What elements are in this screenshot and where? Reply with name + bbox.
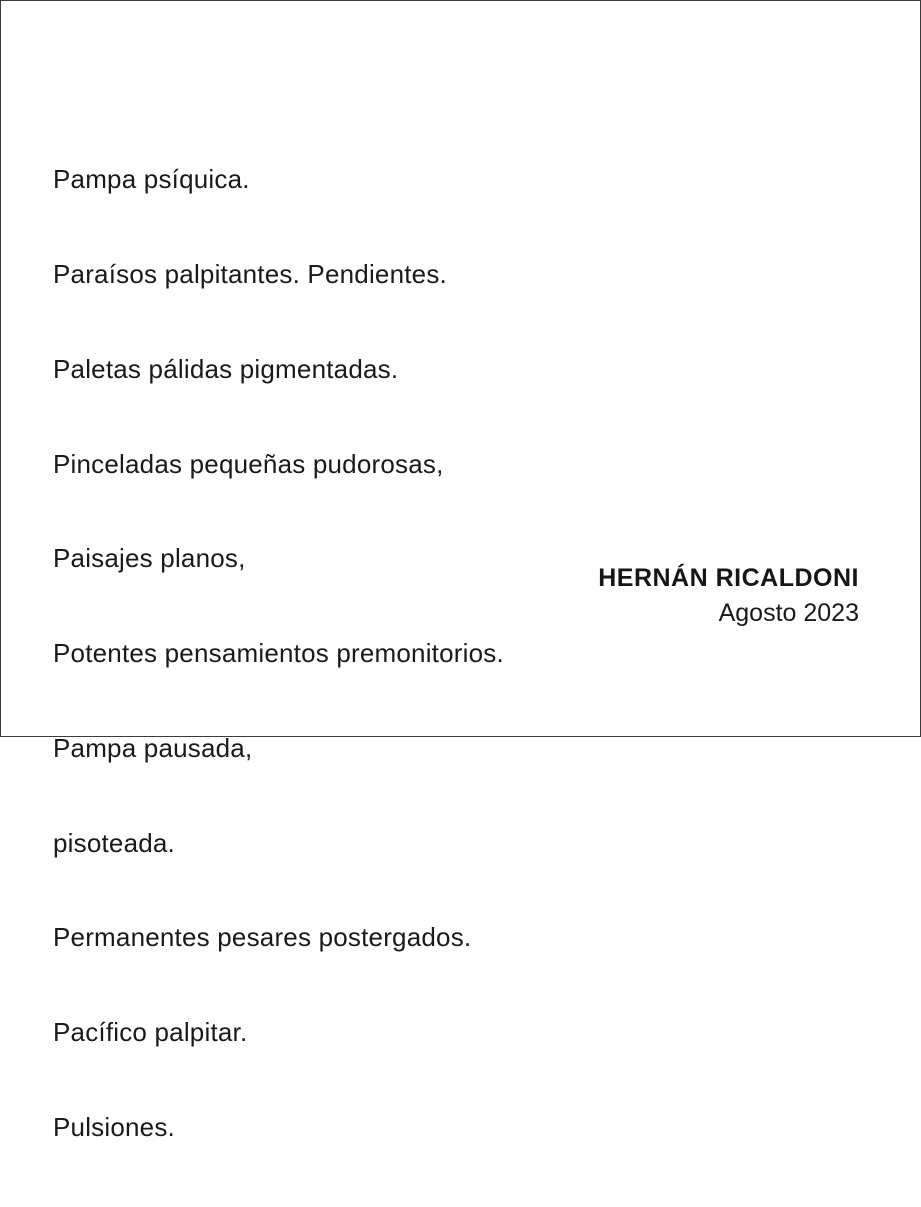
poem-line: Pampa psíquica. — [53, 164, 250, 195]
poem-line: Pulsiones. — [53, 1112, 175, 1142]
credits-block — [598, 563, 859, 629]
author-name: HERNÁN RICALDONI — [598, 564, 859, 592]
poem-line: Permanentes pesares postergados. — [53, 922, 472, 953]
poem-line: Pinceladas pequeñas pudorosas, — [53, 448, 444, 479]
credit-date: Agosto 2023 — [718, 599, 859, 627]
poem-line: Paletas pálidas pigmentadas. — [53, 353, 399, 384]
poem-line: Paraísos palpitantes. Pendientes. — [53, 258, 447, 289]
poem-line: Paisajes planos, — [53, 543, 246, 574]
poem-line: Pacífico palpitar. — [53, 1017, 248, 1048]
poem-text-block — [53, 101, 504, 1207]
poem-line: Potentes pensamientos premonitorios. — [53, 638, 504, 669]
poem-line: Pampa pausada, — [53, 732, 253, 763]
poem-line: pisoteada. — [53, 827, 175, 858]
